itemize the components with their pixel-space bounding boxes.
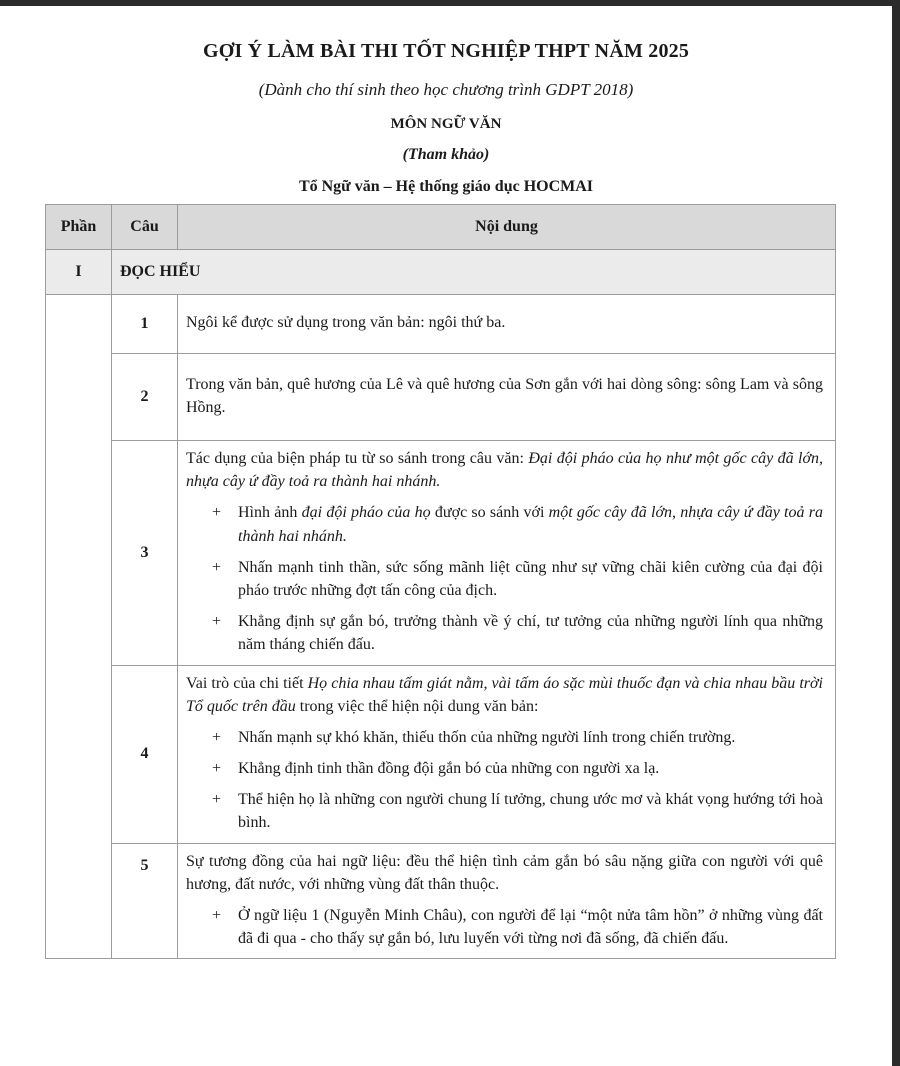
answer-content [178, 441, 836, 666]
reference-note: (Tham khảo) [402, 146, 490, 163]
table-row [46, 441, 836, 666]
column-header-content: Nội dung [178, 205, 836, 250]
answer-content [178, 295, 836, 354]
answer-text: Ngôi kể được sử dụng trong văn bản: ngôi thứ ba. [186, 314, 506, 332]
column-header-part: Phần [46, 205, 112, 250]
bullet-item [186, 904, 823, 950]
question-number: 3 [112, 441, 178, 666]
section-title: ĐỌC HIỂU [112, 250, 836, 295]
bullet-text: Thể hiện họ là những con người chung lí tưởng, chung ước mơ và khát vọng hướng tới hoà bình. [238, 791, 823, 832]
question-number: 4 [112, 665, 178, 843]
bullet-text: Khẳng định sự gắn bó, trưởng thành về ý chí, tư tưởng của những người lính qua những năm tháng chiến đấu. [238, 613, 823, 654]
bullet-text: Hình ảnh [238, 504, 302, 522]
table-row [46, 843, 836, 959]
bullet-item [186, 610, 823, 656]
subject-name: MÔN NGỮ VĂN [390, 116, 502, 132]
plus-bullet-icon: + [212, 760, 222, 778]
bullet-text: Khẳng định tinh thần đồng đội gắn bó của những con người xa lạ. [238, 760, 660, 778]
answer-content [178, 354, 836, 441]
question-number: 1 [112, 295, 178, 354]
bullet-text: Nhấn mạnh tinh thần, sức sống mãnh liệt cũng như sự vững chãi kiên cường của đại đội pháo trước những đợt tấn công của địch. [238, 558, 823, 599]
table-row [46, 665, 836, 843]
answer-text: Trong văn bản, quê hương của Lê và quê hương của Sơn gắn với hai dòng sông: sông Lam và sông Hồng. [186, 375, 823, 416]
plus-bullet-icon: + [212, 728, 222, 746]
bullet-italic: một gốc cây đã lớn, nhựa cây ứ đầy toả ra thành hai nhánh. [238, 504, 823, 545]
document-subtitle: (Dành cho thí sinh theo học chương trình GDPT 2018) [258, 80, 634, 99]
part-cell-empty [46, 295, 112, 959]
answer-intro: Sự tương đồng của hai ngữ liệu: đều thể hiện tình cảm gắn bó sâu nặng giữa con người với quê hương, đất nước, với những vùng đất thân thuộc. [186, 852, 823, 893]
answer-content [178, 665, 836, 843]
plus-bullet-icon: + [212, 558, 222, 576]
document-page [0, 6, 892, 1066]
quoted-text: Họ chia nhau tấm giát nằm, vài tấm áo sặc mùi thuốc đạn và chia nhau bầu trời Tổ quốc trên đầu [186, 674, 823, 715]
answer-content [178, 843, 836, 959]
bullet-italic: đại đội pháo của họ [301, 504, 431, 522]
intro-text-post: trong việc thể hiện nội dung văn bản: [295, 697, 539, 715]
table-header-row [46, 205, 836, 250]
answer-intro [186, 447, 823, 493]
column-header-question: Câu [112, 205, 178, 250]
plus-bullet-icon: + [212, 791, 222, 809]
plus-bullet-icon: + [212, 613, 222, 631]
bullet-item [186, 556, 823, 602]
plus-bullet-icon: + [212, 907, 222, 924]
plus-bullet-icon: + [212, 504, 222, 522]
table-row [46, 295, 836, 354]
bullet-item [186, 726, 823, 749]
answer-intro [186, 672, 823, 718]
organization: Tổ Ngữ văn – Hệ thống giáo dục HOCMAI [298, 178, 594, 195]
quoted-text: Đại đội pháo của họ như một gốc cây đã lớn, nhựa cây ứ đầy toả ra thành hai nhánh. [186, 450, 824, 491]
table-row [46, 354, 836, 441]
intro-text: Vai trò của chi tiết [186, 674, 308, 692]
section-row [46, 250, 836, 295]
intro-text: Tác dụng của biện pháp tu từ so sánh trong câu văn: [186, 450, 529, 467]
bullet-item [186, 788, 823, 834]
bullet-text: Nhấn mạnh sự khó khăn, thiếu thốn của những người lính trong chiến trường. [238, 728, 736, 746]
bullet-item [186, 757, 823, 780]
document-title: GỢI Ý LÀM BÀI THI TỐT NGHIỆP THPT NĂM 2025 [202, 40, 690, 62]
bullet-text-mid: được so sánh với [430, 504, 549, 522]
bullet-item [186, 501, 823, 547]
section-part: I [46, 250, 112, 295]
question-number: 5 [112, 843, 178, 959]
answer-table [45, 204, 836, 959]
bullet-text: Ở ngữ liệu 1 (Nguyễn Minh Châu), con người để lại “một nửa tâm hồn” ở những vùng đất đã đi qua - cho thấy sự gắn bó, lưu luyến với từng nơi đã sống, đã chiến đấu. [238, 907, 823, 948]
question-number: 2 [112, 354, 178, 441]
